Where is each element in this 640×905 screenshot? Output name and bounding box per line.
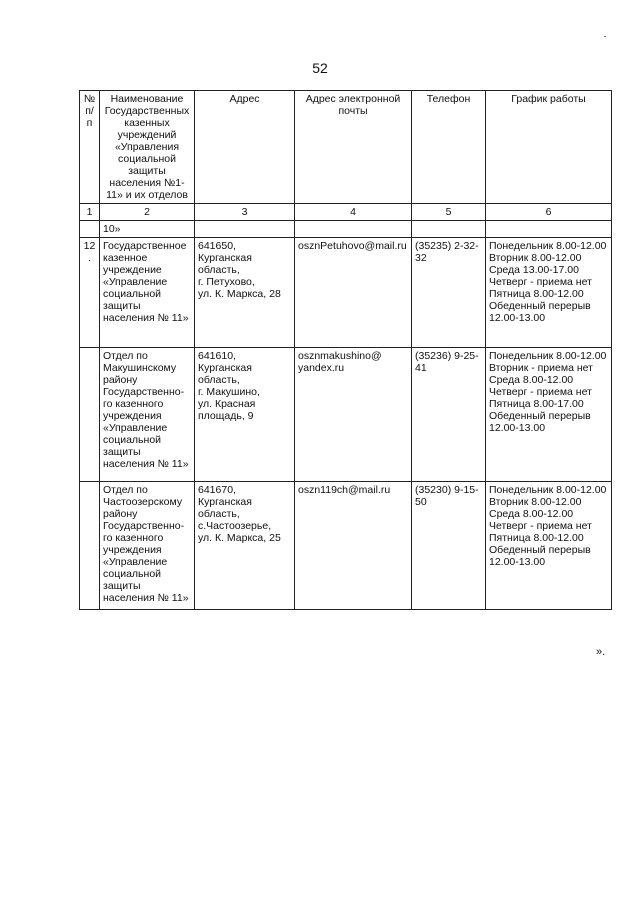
column-number: 4 [295,204,412,221]
column-number: 2 [100,204,195,221]
phone: (35236) 9-25-41 [412,348,486,482]
address: 641670, Курганская область, с.Частоозерье, ул. К. Маркса, 25 [195,482,295,610]
row-number: 12. [80,238,100,348]
phone: (35230) 9-15-50 [412,482,486,610]
phone: (35235) 2-32-32 [412,238,486,348]
header-schedule: График работы [486,91,612,204]
closing-quote-mark: ». [596,646,606,658]
table-row [80,238,612,348]
continuation-text: 10» [100,221,195,238]
header-phone: Телефон [412,91,486,204]
column-number: 1 [80,204,100,221]
address: 641610, Курганская область, г. Макушино, ул. Красная площадь, 9 [195,348,295,482]
schedule: Понедельник 8.00-12.00 Вторник 8.00-12.00 Среда 8.00-12.00 Четверг - приема нет Пятница 8.00-12.00 Обеденный перерыв 12.00-13.00 [486,482,612,610]
column-number-row [80,204,612,221]
row-number [80,482,100,610]
header-address: Адрес [195,91,295,204]
header-num: № п/п [80,91,100,204]
email: oszn119ch@mail.ru [295,482,412,610]
institution-name: Государственное казенное учреждение «Управление социальной защиты населения № 11» [100,238,195,348]
institution-name: Отдел по Макушинскому району Государственно-го казенного учреждения «Управление социальной защиты населения № 11» [100,348,195,482]
continuation-row [80,221,612,238]
scan-speck [604,36,606,37]
offices-table [79,90,612,610]
column-number: 6 [486,204,612,221]
header-email: Адрес электронной почты [295,91,412,204]
row-number [80,348,100,482]
schedule: Понедельник 8.00-12.00 Вторник - приема нет Среда 8.00-12.00 Четверг - приема нет Пятница 8.00-17.00 Обеденный перерыв 12.00-13.00 [486,348,612,482]
header-name: Наименование Государственных казенных учреждений «Управления социальной защиты населения №1-11» и их отделов [100,91,195,204]
email: osznPetuhovo@mail.ru [295,238,412,348]
institution-name: Отдел по Частоозерскому району Государственно-го казенного учреждения «Управление социальной защиты населения № 11» [100,482,195,610]
schedule: Понедельник 8.00-12.00 Вторник 8.00-12.00 Среда 13.00-17.00 Четверг - приема нет Пятница 8.00-12.00 Обеденный перерыв 12.00-13.00 [486,238,612,348]
address: 641650, Курганская область, г. Петухово, ул. К. Маркса, 28 [195,238,295,348]
column-number: 3 [195,204,295,221]
table-row [80,348,612,482]
email: osznmakushino@ yandex.ru [295,348,412,482]
column-number: 5 [412,204,486,221]
header-row [80,91,612,204]
table-row [80,482,612,610]
page-number: 52 [312,60,328,76]
